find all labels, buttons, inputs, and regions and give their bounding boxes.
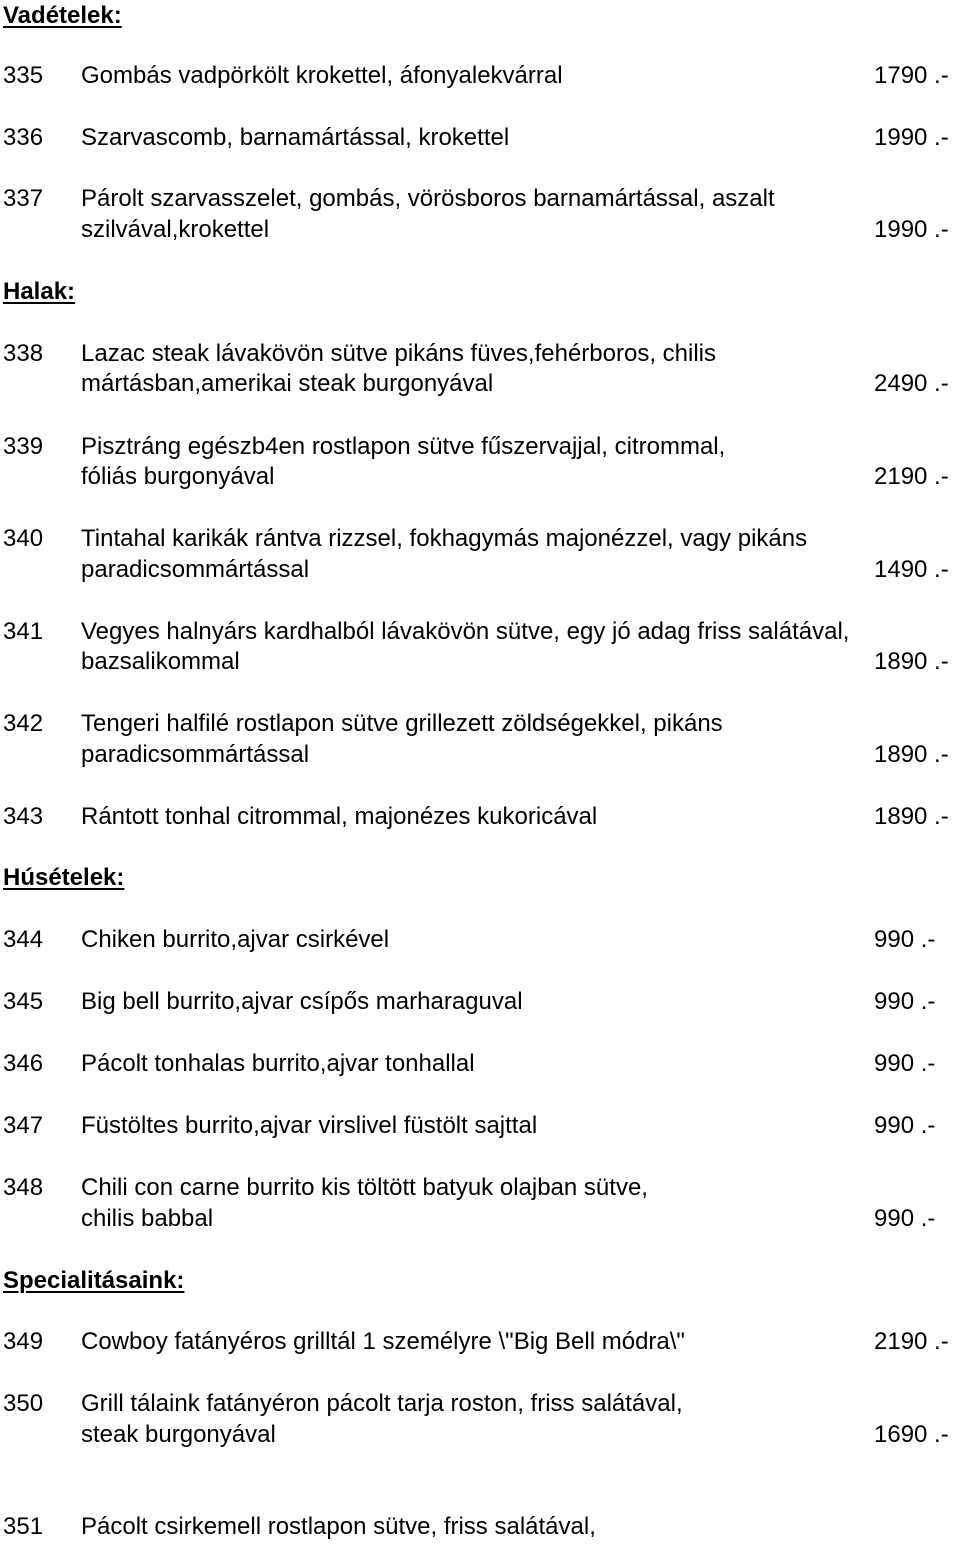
section-heading-halak: Halak: xyxy=(3,278,76,305)
item-price: 1790 .- xyxy=(874,62,949,89)
section-heading-specialitasaink: Specialitásaink: xyxy=(3,1267,185,1294)
item-number: 342 xyxy=(3,710,44,737)
item-description: Füstöltes burrito,ajvar virslivel füstölt sajttal xyxy=(81,1112,538,1139)
item-description: Lazac steak lávakövön sütve pikáns füves,fehérboros, chilis xyxy=(81,340,717,367)
item-number: 341 xyxy=(3,618,44,645)
item-description: Gombás vadpörkölt krokettel, áfonyalekvárral xyxy=(81,62,563,89)
item-description-cont: bazsalikommal xyxy=(81,648,240,675)
item-price: 1990 .- xyxy=(874,216,949,243)
item-price: 1890 .- xyxy=(874,803,949,830)
item-price: 1890 .- xyxy=(874,741,949,768)
item-number: 344 xyxy=(3,926,44,953)
item-number: 338 xyxy=(3,340,44,367)
item-number: 336 xyxy=(3,124,44,151)
item-price: 990 .- xyxy=(874,1205,936,1232)
item-price: 990 .- xyxy=(874,1112,936,1139)
item-description: Pácolt tonhalas burrito,ajvar tonhallal xyxy=(81,1050,475,1077)
item-price: 2490 .- xyxy=(874,370,949,397)
item-description-cont: fóliás burgonyával xyxy=(81,463,275,490)
item-description: Szarvascomb, barnamártással, krokettel xyxy=(81,124,510,151)
item-description: Pisztráng egészb4en rostlapon sütve fűszervajjal, citrommal, xyxy=(81,433,726,460)
item-price: 1990 .- xyxy=(874,124,949,151)
item-description: Párolt szarvasszelet, gombás, vörösboros barnamártással, aszalt xyxy=(81,185,775,212)
section-heading-husetelek: Húsételek: xyxy=(3,864,125,891)
item-number: 347 xyxy=(3,1112,44,1139)
item-description-cont: mártásban,amerikai steak burgonyával xyxy=(81,370,494,397)
item-price: 1890 .- xyxy=(874,648,949,675)
item-description: Tintahal karikák rántva rizzsel, fokhagymás majonézzel, vagy pikáns xyxy=(81,525,808,552)
item-number: 351 xyxy=(3,1513,44,1540)
item-description: Tengeri halfilé rostlapon sütve grillezett zöldségekkel, pikáns xyxy=(81,710,723,737)
item-description: Big bell burrito,ajvar csípős marharaguval xyxy=(81,988,523,1015)
item-number: 345 xyxy=(3,988,44,1015)
item-number: 350 xyxy=(3,1390,44,1417)
item-description-cont: paradicsommártással xyxy=(81,556,310,583)
item-number: 340 xyxy=(3,525,44,552)
item-number: 339 xyxy=(3,433,44,460)
item-number: 343 xyxy=(3,803,44,830)
item-description-cont: steak burgonyával xyxy=(81,1421,276,1448)
item-number: 335 xyxy=(3,62,44,89)
item-description-cont: szilvával,krokettel xyxy=(81,216,270,243)
item-number: 337 xyxy=(3,185,44,212)
item-description: Chili con carne burrito kis töltött batyuk olajban sütve, xyxy=(81,1174,648,1201)
item-price: 2190 .- xyxy=(874,463,949,490)
item-description: Pácolt csirkemell rostlapon sütve, friss salátával, xyxy=(81,1513,596,1540)
section-heading-vadetelek: Vadételek: xyxy=(3,2,122,29)
item-number: 349 xyxy=(3,1328,44,1355)
item-number: 346 xyxy=(3,1050,44,1077)
item-number: 348 xyxy=(3,1174,44,1201)
item-price: 990 .- xyxy=(874,988,936,1015)
item-price: 1690 .- xyxy=(874,1421,949,1448)
item-description: Chiken burrito,ajvar csirkével xyxy=(81,926,390,953)
item-description-cont: paradicsommártással xyxy=(81,741,310,768)
item-description: Rántott tonhal citrommal, majonézes kukoricával xyxy=(81,803,598,830)
item-description: Vegyes halnyárs kardhalból lávakövön sütve, egy jó adag friss salátával, xyxy=(81,618,850,645)
item-price: 990 .- xyxy=(874,926,936,953)
item-price: 2190 .- xyxy=(874,1328,949,1355)
item-price: 990 .- xyxy=(874,1050,936,1077)
item-description-cont: chilis babbal xyxy=(81,1205,214,1232)
item-description: Cowboy fatányéros grilltál 1 személyre \"Big Bell módra\" xyxy=(81,1328,685,1355)
item-description: Grill tálaink fatányéron pácolt tarja roston, friss salátával, xyxy=(81,1390,683,1417)
item-price: 1490 .- xyxy=(874,556,949,583)
